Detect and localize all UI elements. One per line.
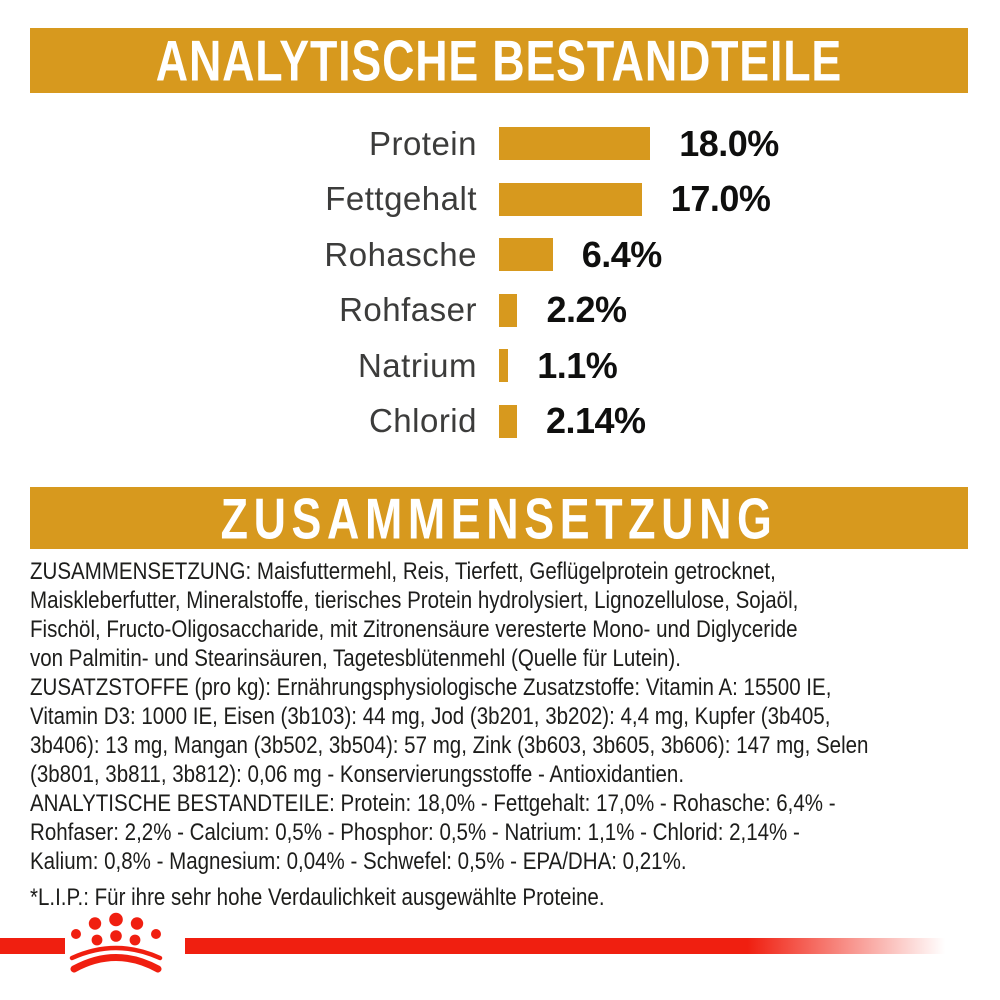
royal-canin-crown-paw-icon — [66, 911, 166, 975]
bar — [499, 183, 642, 216]
brand-red-band-right — [185, 938, 945, 954]
bar-value: 6.4% — [581, 233, 662, 275]
composition-text-line: Fischöl, Fructo-Oligosaccharide, mit Zitronensäure veresterte Mono- und Diglyceride — [30, 616, 798, 643]
bar-value: 18.0% — [679, 122, 779, 164]
bar-value: 2.14% — [545, 400, 646, 442]
analytical-text-line: ANALYTISCHE BESTANDTEILE: Protein: 18,0% - Fettgehalt: 17,0% - Rohasche: 6,4% - — [30, 790, 836, 817]
bar — [499, 238, 553, 271]
bar-label: Protein — [368, 124, 477, 162]
bar-label: Fettgehalt — [325, 180, 477, 218]
section-header-analytical — [30, 28, 968, 93]
section-header-analytical-label: ANALYTISCHE BESTANDTEILE — [155, 28, 843, 93]
chart-row-rohfaser — [30, 283, 968, 339]
bar-value: 17.0% — [670, 178, 771, 220]
brand-red-band-left — [0, 938, 65, 954]
bar — [499, 405, 517, 438]
section-header-composition-label: ZUSAMMENSETZUNG — [220, 485, 778, 551]
lip-footnote: *L.I.P.: Für ihre sehr hohe Verdaulichkeit ausgewählte Proteine. — [30, 884, 605, 911]
ingredients-text-block — [30, 557, 970, 912]
composition-text-line: Maiskleberfutter, Mineralstoffe, tierisches Protein hydrolysiert, Lignozellulose, Sojaöl, — [30, 587, 799, 614]
additives-text-line: ZUSATZSTOFFE (pro kg): Ernährungsphysiologische Zusatzstoffe: Vitamin A: 15500 IE, — [30, 674, 832, 701]
chart-row-protein — [30, 116, 968, 172]
chart-row-rohasche — [30, 227, 968, 283]
bar-label: Rohasche — [324, 235, 477, 273]
bar-value: 1.1% — [537, 344, 618, 386]
bar-value: 2.2% — [546, 289, 627, 331]
bar-label: Natrium — [357, 346, 477, 384]
additives-text-line: (3b801, 3b811, 3b812): 0,06 mg - Konservierungsstoffe - Antioxidantien. — [30, 761, 685, 788]
chart-row-chlorid — [30, 394, 968, 450]
additives-text-line: Vitamin D3: 1000 IE, Eisen (3b103): 44 mg, Jod (3b201, 3b202): 4,4 mg, Kupfer (3b405, — [30, 703, 831, 730]
bar — [499, 349, 508, 382]
bar-label: Chlorid — [368, 402, 477, 440]
analytical-text-line: Kalium: 0,8% - Magnesium: 0,04% - Schwefel: 0,5% - EPA/DHA: 0,21%. — [30, 848, 687, 875]
additives-text-line: 3b406): 13 mg, Mangan (3b502, 3b504): 57 mg, Zink (3b603, 3b605, 3b606): 147 mg, Selen — [30, 732, 869, 759]
composition-text-line: von Palmitin- und Stearinsäuren, Tagetesblütenmehl (Quelle für Lutein). — [30, 645, 681, 672]
composition-text-line: ZUSAMMENSETZUNG: Maisfuttermehl, Reis, Tierfett, Geflügelprotein getrocknet, — [30, 558, 776, 585]
analytical-text-line: Rohfaser: 2,2% - Calcium: 0,5% - Phosphor: 0,5% - Natrium: 1,1% - Chlorid: 2,14% - — [30, 819, 800, 846]
bar-label: Rohfaser — [339, 291, 477, 329]
chart-row-fettgehalt — [30, 172, 968, 228]
chart-row-natrium — [30, 338, 968, 394]
analytical-bar-chart — [30, 116, 968, 449]
section-header-composition — [30, 487, 968, 549]
bar — [499, 294, 517, 327]
bar — [499, 127, 650, 160]
